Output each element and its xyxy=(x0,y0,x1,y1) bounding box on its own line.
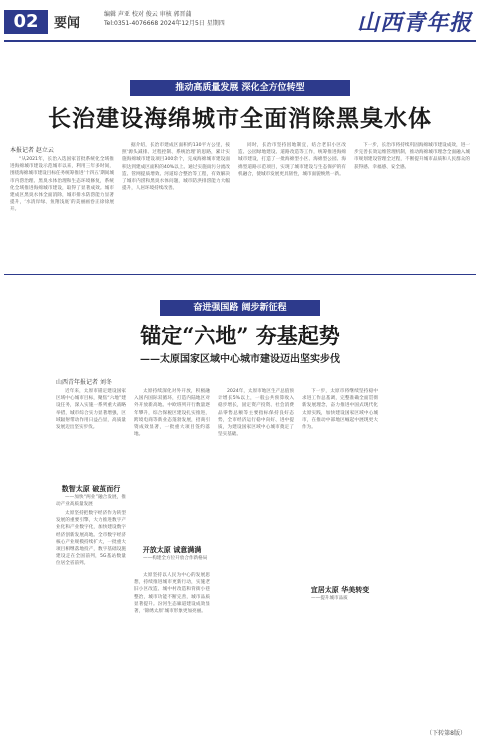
header-info xyxy=(104,10,225,28)
subheading-digital-taiyuan: 数智太原 破茧而行 xyxy=(61,485,121,493)
article2-headline: 锚定“六地” 夯基起势 xyxy=(140,323,340,348)
article1-kicker: 推动高质量发展 深化全方位转型 xyxy=(130,80,350,96)
article1-col4-text: 下一步，长治市将持续巩固海绵城市建设成效，进一步完善长效运维管理机制，推动海绵城市理念全面融入城市规划建设管理全过程，不断提升城市品质和人民群众的获得感、幸福感、安全感。 xyxy=(354,143,470,170)
subheading-open-taiyuan: 开放太原 诚意满满 xyxy=(142,546,202,554)
subheading3-note xyxy=(302,595,378,609)
nav-line-2: Tel:0351-4076668 2024年12月5日 星期四 xyxy=(104,20,225,27)
section-divider xyxy=(4,274,476,275)
subheading1-note xyxy=(56,494,126,508)
article1-column-1 xyxy=(10,156,114,270)
subheading3-note-text: ——提升城市品质 xyxy=(311,596,348,601)
article1-column-2 xyxy=(122,142,230,270)
article2-col4-text: 太原坚持以人民为中心的发展思想，持续推进城市更新行动，实施老旧小区改造、城中村改造和背街小巷整治，城市功能不断完善，城市品质显著提升。汾河生态廊道建设成效显著，‘锦绣太原’城市形象更加亮丽。 xyxy=(134,573,210,615)
article2-column-4a xyxy=(302,388,378,516)
article2-col2-text: 太原坚持把数字经济作为转型发展的重要引擎，大力推进数字产业化和产业数字化，加快建设数字经济创新发展高地。全市数字经济核心产业规模持续扩大，一批重大项目相继落地投产，数字基础设施建设走在全国前列，5G基站数量位居全省前列。 xyxy=(56,511,126,567)
article1-col1-text: “从2021年，长治入选国家首批系统化全域推进海绵城市建设示范城市以来，利用三年多时间，围绕海绵城市建设目标任务统筹推进‘十四五’期间城市内涝治理、黑臭水体治理和生态环境修复，系统化全域推进海绵城市建设，取得了显著成效。城市建成区黑臭水体全面消除，城市排水防涝能力显著提升，‘水清岸绿、鱼翔浅底’的美丽画卷正徐徐展开。 xyxy=(10,157,114,213)
page-number: 02 xyxy=(4,10,48,34)
masthead-logo: 山西青年报 xyxy=(356,10,472,36)
article2-col1-text: 近年来，太原市锚定建设国家区域中心城市目标，聚焦“六地”建设任务，深入实施一系列重大战略举措，城市综合实力显著增强，区域辐射带动作用日益凸显，高质量发展迈出坚实步伐。 xyxy=(56,389,126,431)
article2-subheadline: ——太原国家区域中心城市建设迈出坚实步伐 xyxy=(140,354,340,365)
article2-column-3 xyxy=(218,388,294,718)
page-header xyxy=(0,0,480,44)
article1-col2-text: 据介绍，长治市建成区面积约130平方公里，按照‘源头减排、过程控制、系统治理’的思路，累计实施海绵城市建设项目300余个，完成海绵城市建设面积达到建成区面积的40%以上。通过实施雨污分流改造、管网提质增效、河道综合整治等工程，有效解决了城市内涝和黑臭水体问题，城市防洪排涝能力大幅提升，人居环境持续改善。 xyxy=(122,143,230,192)
article1-column-4 xyxy=(354,142,470,270)
article2-column-2b xyxy=(134,572,210,718)
nav-line-1: 编辑 声亚 校对 俊云 审核 郭晋蒲 xyxy=(104,11,192,18)
article1-headline: 长治建设海绵城市全面消除黑臭水体 xyxy=(48,106,432,132)
article2-kicker: 奋进强国路 阔步新征程 xyxy=(160,300,320,316)
article2-col5-text: 2024年，太原市地区生产总值预计增长5%以上，一般公共预算收入稳步增长，固定资产投资、社会消费品零售总额等主要指标保持良好态势，全市经济运行稳中向好、进中提质，为建设国家区域中心城市奠定了坚实基础。 xyxy=(218,389,294,438)
article2-column-1b xyxy=(56,510,126,718)
continued-note: （下转第8版） xyxy=(426,730,466,737)
article1-col3-text: 同时，长治市坚持因地制宜，结合老旧小区改造、公园绿地建设、道路改造等工作，统筹推进海绵城市建设，打造了一批海绵型小区、海绵型公园、海绵型道路示范项目，实现了城市建设与生态保护的有机融合，使城市发展更具韧性，城市面貌焕然一新。 xyxy=(238,143,346,177)
section-title: 要闻 xyxy=(54,16,81,31)
subheading-livable-taiyuan: 宜居太原 华美转变 xyxy=(310,586,370,594)
article2-col3-text: 太原持续深化对外开放，积极融入国内国际双循环，打造内陆地区对外开放新高地。中欧班列开行数量逐年攀升，综合保税区建设扎实推进，跨境电商等新业态蓬勃发展，招商引资成效显著，一批重大项目签约落地。 xyxy=(134,389,210,438)
article2-column-2a xyxy=(134,388,210,524)
article2-column-1a xyxy=(56,388,126,478)
article1-column-3 xyxy=(238,142,346,270)
subheading1-note-text: ——加快“两业”融合发展，推动产业高质量发展 xyxy=(56,495,126,508)
header-rule xyxy=(4,40,476,42)
article2-col6-text: 下一步，太原市将继续坚持稳中求进工作总基调，完整准确全面贯彻新发展理念，奋力推进中国式现代化太原实践，加快建设国家区域中心城市，在推动中部地区崛起中展现更大作为。 xyxy=(302,389,378,431)
subheading2-note xyxy=(134,555,210,569)
article2-byline: 山西青年报记者 刘冬 xyxy=(56,379,112,386)
article1-byline: 本报记者 赵立云 xyxy=(10,147,54,154)
subheading2-note-text: ——构建全方位开放合作新格局 xyxy=(143,556,208,561)
